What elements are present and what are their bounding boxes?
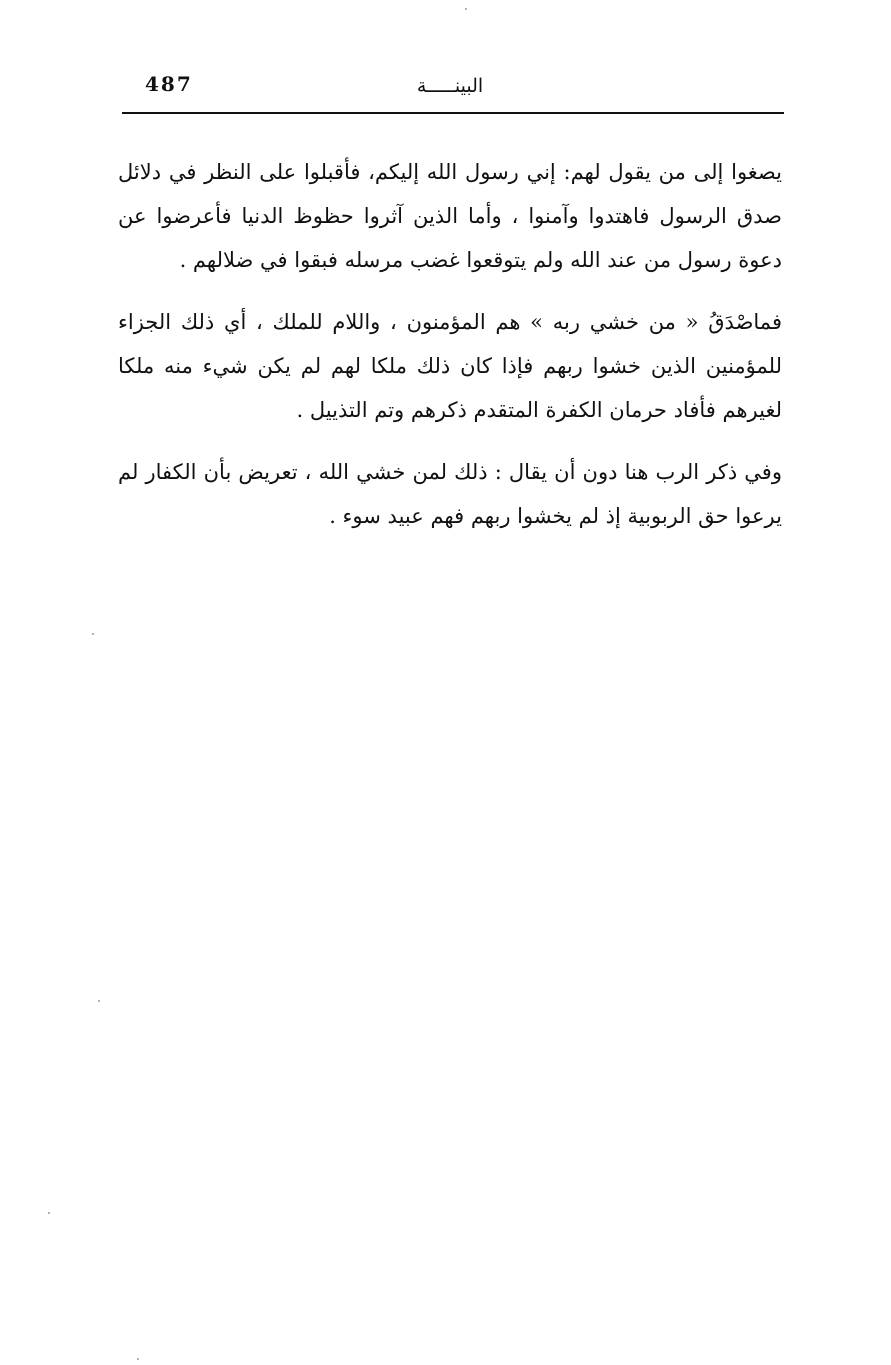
paragraph-3: وفي ذكر الرب هنا دون أن يقال : ذلك لمن خشي الله ، تعريض بأن الكفار لم يرعوا حق الربوبية إذ لم يخشوا ربهم فهم عبيد سوء . [118,460,782,528]
paragraph-1: يصغوا إلى من يقول لهم: إني رسول الله إليكم، فأقبلوا على النظر في دلائل صدق الرسول فاهتدوا وآمنوا ، وأما الذين آثروا حظوظ الدنيا فأعرضوا عن دعوة رسول من عند الله ولم يتوقعوا غضب مرسله فبقوا في ضلالهم . [118,160,782,272]
header-rule [122,112,784,114]
page-number: 487 [145,72,193,96]
scan-speck [137,1358,139,1360]
scan-speck [98,1000,100,1002]
scan-speck [465,8,467,10]
scan-speck [48,1212,50,1214]
running-title: البينـــــة [416,75,484,97]
paragraph-2: فماصْدَقُ « من خشي ربه » هم المؤمنون ، واللام للملك ، أي ذلك الجزاء للمؤمنين الذين خشوا ربهم فإذا كان ذلك ملكا لهم لم يكن شيء منه ملكا لغيرهم فأفاد حرمان الكفرة المتقدم ذكرهم وتم التذييل . [118,310,783,422]
body-text [118,150,782,556]
scan-speck [92,633,94,635]
